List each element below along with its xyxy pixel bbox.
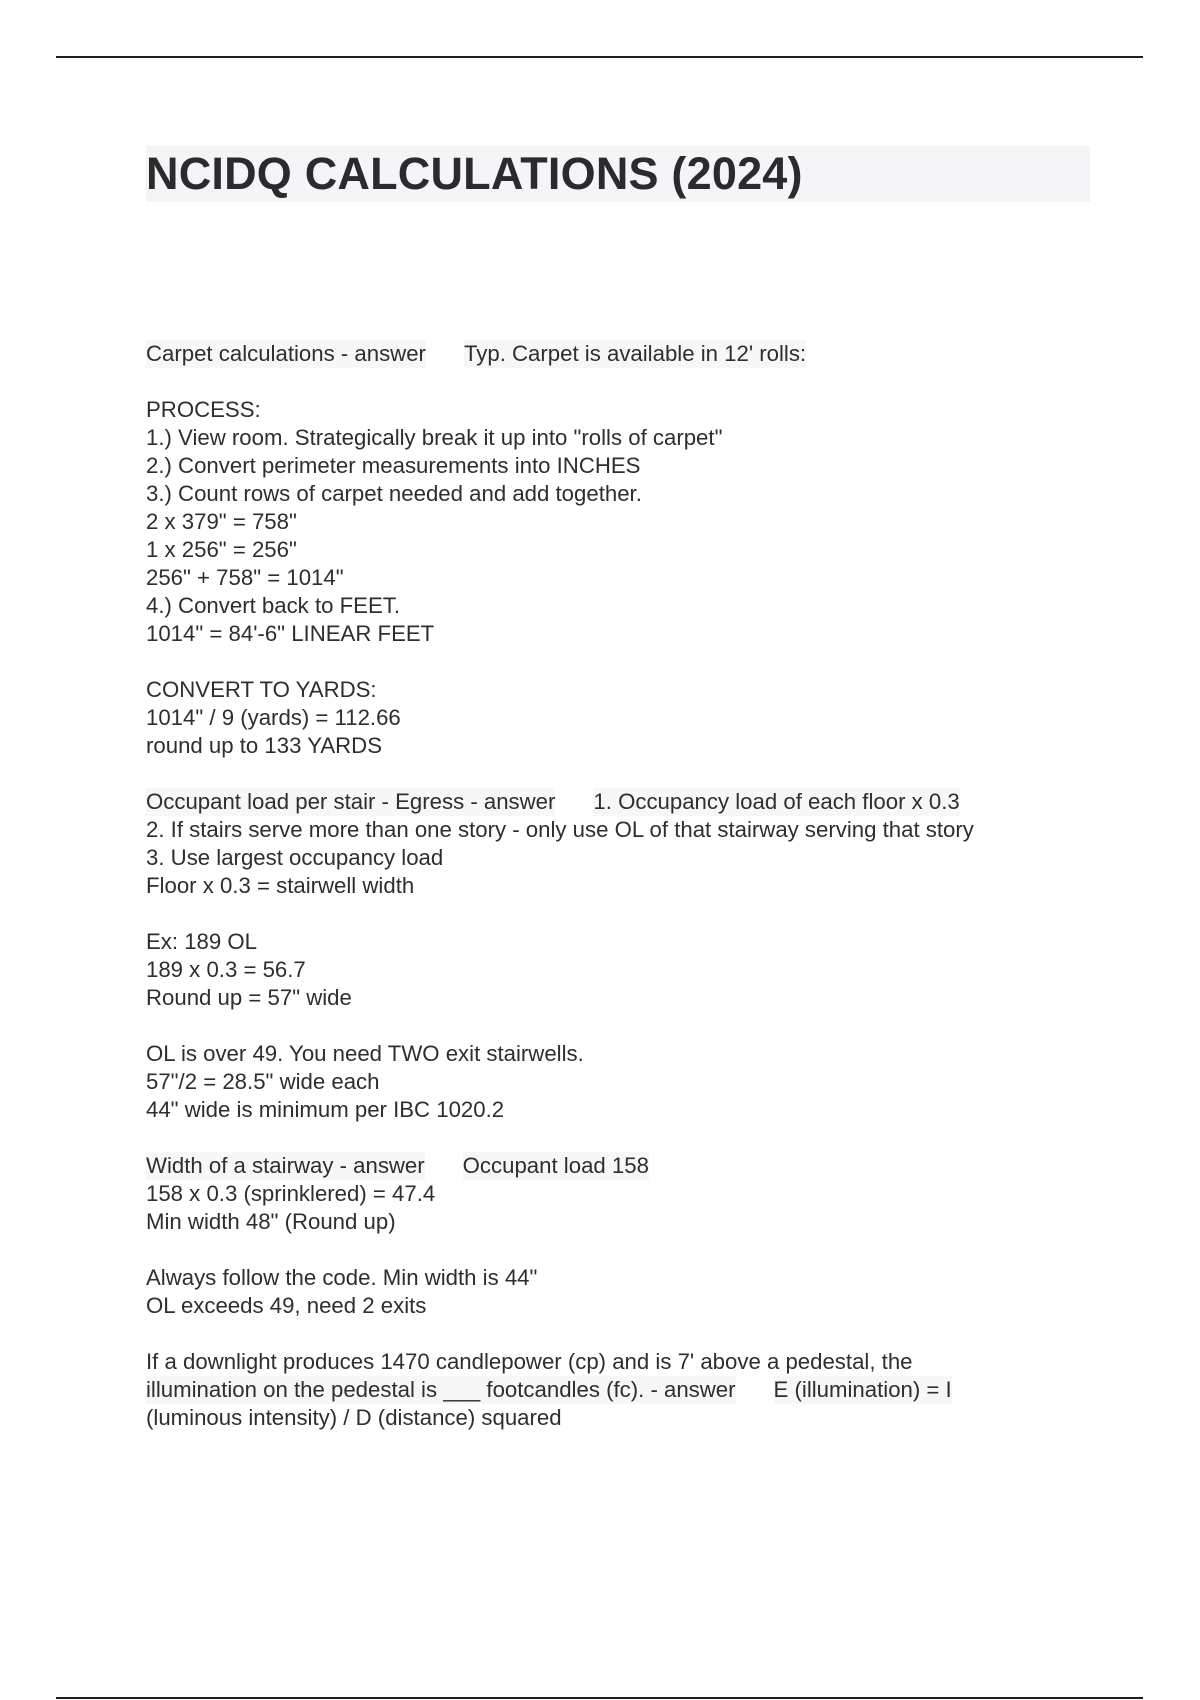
text-line: 3. Use largest occupancy load <box>146 845 444 870</box>
text-line: 256" + 758" = 1014" <box>146 565 344 590</box>
text-line: 44" wide is minimum per IBC 1020.2 <box>146 1097 505 1122</box>
question-text: Occupant load per stair - Egress - answer <box>146 789 556 814</box>
text-line: OL is over 49. You need TWO exit stairwells. <box>146 1041 584 1066</box>
text-line: 1 x 256" = 256" <box>146 537 297 562</box>
text-line: OL exceeds 49, need 2 exits <box>146 1293 427 1318</box>
text-line: 1014" / 9 (yards) = 112.66 <box>146 705 401 730</box>
question-text: If a downlight produces 1470 candlepower (cp) and is 7' above a pedestal, the <box>146 1349 913 1374</box>
text-line: 158 x 0.3 (sprinklered) = 47.4 <box>146 1181 436 1206</box>
qa-downlight-illumination <box>146 1348 1106 1432</box>
text-line: 57"/2 = 28.5" wide each <box>146 1069 380 1094</box>
text-line: 3.) Count rows of carpet needed and add together. <box>146 481 642 506</box>
text-line: round up to 133 YARDS <box>146 733 383 758</box>
text-line: Min width 48" (Round up) <box>146 1209 396 1234</box>
occupant-example-block <box>146 928 1106 1012</box>
answer-text: Occupant load 158 <box>462 1153 649 1178</box>
answer-text: (luminous intensity) / D (distance) squared <box>146 1405 562 1430</box>
qa-stairway-width <box>146 1152 1106 1236</box>
text-line: 2.) Convert perimeter measurements into INCHES <box>146 453 641 478</box>
text-line: 2 x 379" = 758" <box>146 509 297 534</box>
text-line: 2. If stairs serve more than one story - only use OL of that stairway serving that story <box>146 817 974 842</box>
question-text: Width of a stairway - answer <box>146 1153 425 1178</box>
text-line: Floor x 0.3 = stairwell width <box>146 873 415 898</box>
text-line: CONVERT TO YARDS: <box>146 677 377 702</box>
answer-text: E (illumination) = I <box>773 1377 952 1402</box>
stairway-code-block <box>146 1264 1106 1320</box>
answer-text: Typ. Carpet is available in 12' rolls: <box>463 341 807 366</box>
header-rule <box>56 56 1143 58</box>
text-line: Ex: 189 OL <box>146 929 258 954</box>
page-title: NCIDQ CALCULATIONS (2024) <box>146 146 1090 202</box>
carpet-process-block <box>146 396 1106 648</box>
carpet-yards-block <box>146 676 1106 760</box>
qa-carpet-header <box>146 340 1106 368</box>
footer-rule <box>56 1697 1143 1699</box>
text-line: Always follow the code. Min width is 44" <box>146 1265 538 1290</box>
text-line: Round up = 57" wide <box>146 985 352 1010</box>
text-line: 1014" = 84'-6" LINEAR FEET <box>146 621 435 646</box>
text-line: 1.) View room. Strategically break it up into "rolls of carpet" <box>146 425 723 450</box>
question-text: illumination on the pedestal is ___ footcandles (fc). - answer <box>146 1377 736 1402</box>
qa-occupant-load-stair <box>146 788 1106 900</box>
occupant-exits-block <box>146 1040 1106 1124</box>
text-line: 189 x 0.3 = 56.7 <box>146 957 306 982</box>
document-body <box>146 340 1106 1460</box>
answer-text: 1. Occupancy load of each floor x 0.3 <box>593 789 960 814</box>
question-text: Carpet calculations - answer <box>146 341 426 366</box>
text-line: PROCESS: <box>146 397 261 422</box>
text-line: 4.) Convert back to FEET. <box>146 593 401 618</box>
